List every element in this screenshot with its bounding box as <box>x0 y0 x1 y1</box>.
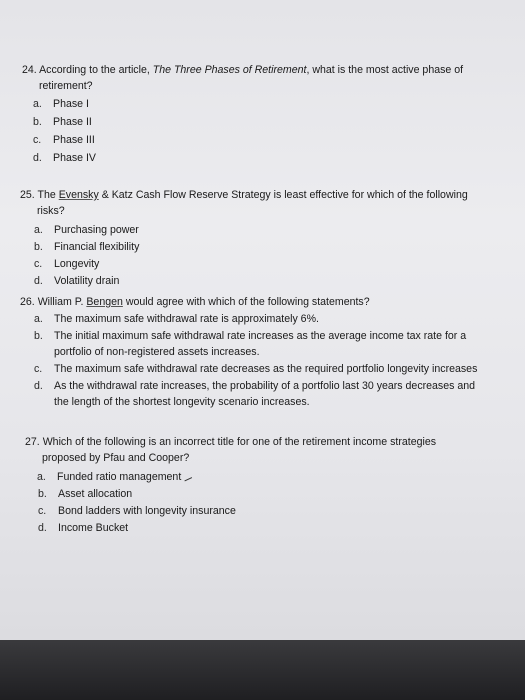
option-d <box>0 150 525 166</box>
option-c <box>0 361 525 377</box>
question-number: 26. <box>20 296 35 308</box>
option-a <box>0 96 525 112</box>
option-text: Phase I <box>53 98 89 110</box>
option-letter: d. <box>34 380 43 392</box>
question-stem <box>0 187 525 219</box>
option-letter: b. <box>38 488 47 500</box>
question-number: 24. <box>22 64 37 76</box>
stem-text: would agree with which of the following statements? <box>122 296 370 308</box>
stem-continuation: proposed by Pfau and Cooper? <box>42 452 190 464</box>
option-text: Asset allocation <box>58 488 133 500</box>
question-26 <box>0 294 525 410</box>
question-27 <box>0 434 525 536</box>
stem-text: , what is the most active phase of <box>306 64 464 76</box>
question-stem <box>0 62 525 94</box>
question-25 <box>0 187 525 289</box>
option-b <box>0 328 525 360</box>
option-letter: c. <box>34 258 43 270</box>
option-text: The maximum safe withdrawal rate is approximately 6%. <box>54 313 319 325</box>
option-text: Financial flexibility <box>54 241 140 253</box>
stem-text: Which of the following is an incorrect title for one of the retirement income strategies <box>42 436 437 448</box>
option-a <box>0 469 525 485</box>
question-stem <box>0 294 525 310</box>
author-name: Evensky <box>58 189 99 201</box>
option-letter: a. <box>37 471 46 483</box>
option-letter: b. <box>34 330 43 342</box>
author-name: Bengen <box>86 296 123 308</box>
stem-text: According to the article, <box>39 64 153 76</box>
option-text: The maximum safe withdrawal rate decreases as the required portfolio longevity increases <box>54 363 478 375</box>
option-text-continuation: the length of the shortest longevity scenario increases. <box>54 396 310 408</box>
option-letter: b. <box>34 241 43 253</box>
option-letter: a. <box>34 313 43 325</box>
option-text: Funded ratio management <box>57 471 182 483</box>
option-d <box>0 273 525 289</box>
option-text: Volatility drain <box>54 275 120 287</box>
pen-mark-icon <box>182 472 192 482</box>
stem-text: William P. <box>37 296 87 308</box>
option-a <box>0 222 525 238</box>
option-text-continuation: portfolio of non-registered assets increases. <box>54 346 260 358</box>
option-d <box>0 520 525 536</box>
option-c <box>0 256 525 272</box>
option-d <box>0 378 525 410</box>
option-letter: d. <box>34 275 43 287</box>
option-letter: d. <box>33 152 42 164</box>
question-24 <box>0 62 525 166</box>
question-stem <box>0 434 525 466</box>
option-text: Bond ladders with longevity insurance <box>58 505 236 517</box>
question-number: 27. <box>25 436 40 448</box>
option-c <box>0 132 525 148</box>
option-c <box>0 503 525 519</box>
article-title: The Three Phases of Retirement <box>152 64 307 76</box>
option-letter: b. <box>33 116 42 128</box>
option-b <box>0 239 525 255</box>
option-text: As the withdrawal rate increases, the probability of a portfolio last 30 years decreases and <box>54 380 476 392</box>
option-text: Phase III <box>53 134 95 146</box>
option-letter: c. <box>33 134 42 146</box>
option-a <box>0 311 525 327</box>
option-text: The initial maximum safe withdrawal rate increases as the average income tax rate for a <box>54 330 467 342</box>
option-b <box>0 114 525 130</box>
option-text: Phase IV <box>53 152 96 164</box>
stem-text: & Katz Cash Flow Reserve Strategy is least effective for which of the following <box>98 189 468 201</box>
option-letter: a. <box>33 98 42 110</box>
option-b <box>0 486 525 502</box>
stem-text: The <box>37 189 59 201</box>
question-number: 25. <box>20 189 35 201</box>
option-text: Phase II <box>53 116 92 128</box>
option-letter: d. <box>38 522 47 534</box>
option-text: Longevity <box>54 258 100 270</box>
stem-continuation: risks? <box>37 205 65 217</box>
option-letter: c. <box>38 505 47 517</box>
option-letter: a. <box>34 224 43 236</box>
option-text: Purchasing power <box>54 224 139 236</box>
desk-shadow <box>0 640 525 700</box>
option-letter: c. <box>34 363 43 375</box>
stem-continuation: retirement? <box>39 80 93 92</box>
option-text: Income Bucket <box>58 522 129 534</box>
